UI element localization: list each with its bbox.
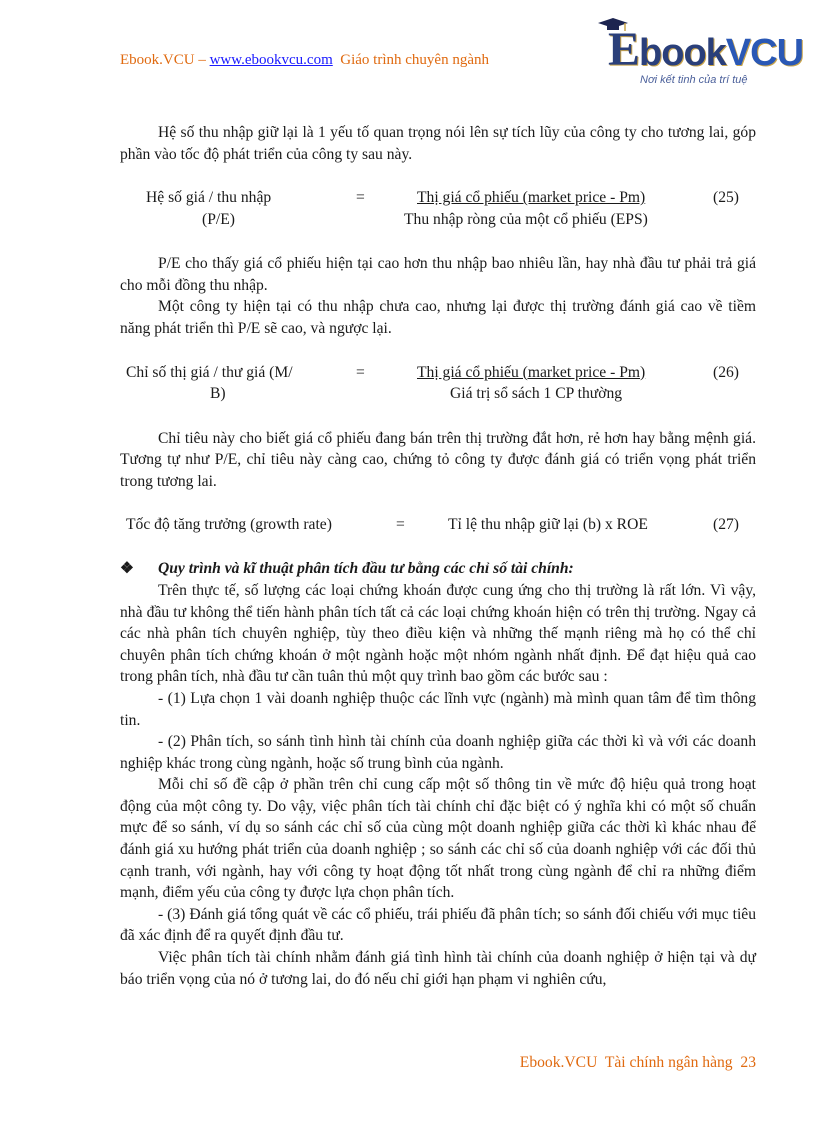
- diamond-bullet-icon: ❖: [120, 560, 134, 578]
- paragraph-step-3: - (3) Đánh giá tổng quát về các cổ phiếu, trái phiếu đã phân tích; so sánh đối chiếu với mục tiêu đã xác định để ra quyết định đầu tư.: [120, 905, 756, 945]
- formula-26-denominator: Giá trị sổ sách 1 CP thường: [450, 385, 623, 403]
- header-dash: –: [198, 52, 206, 68]
- formula-25-left-line1: Hệ số giá / thu nhập: [146, 189, 272, 207]
- formula-25: [120, 187, 756, 231]
- formula-25-numerator: Thị giá cổ phiếu (market price - Pm): [417, 189, 646, 207]
- paragraph-pe-meaning: P/E cho thấy giá cổ phiếu hiện tại cao hơn thu nhập bao nhiêu lần, hay nhà đầu tư phải trả giá cho mỗi đồng thu nhập.: [120, 255, 756, 294]
- formula-25-number: (25): [713, 189, 739, 207]
- formula-26-equals: =: [356, 363, 365, 381]
- paragraph-step-1: - (1) Lựa chọn 1 vài doanh nghiệp thuộc các lĩnh vực (ngành) mà mình quan tâm để tìm thông tin.: [120, 689, 756, 729]
- paragraph-mb-meaning: Chỉ tiêu này cho biết giá cổ phiếu đang bán trên thị trường đắt hơn, rẻ hơn hay bằng mệnh giá. Tương tự như P/E, chỉ tiêu này càng cao, chứng tỏ công ty được đánh giá có triển vọng phát triển trong tương lai.: [120, 429, 756, 490]
- formula-26-left-line2: B): [210, 385, 226, 403]
- paragraph-process-intro: Trên thực tế, số lượng các loại chứng khoán được cung ứng cho thị trường là rất lớn. Vì vậy, nhà đầu tư không thể tiến hành phân tích tất cả các loại chứng khoán hiện có trên thị trường. Ngay cả các nhà phân tích chuyên nghiệp, tùy theo điều kiện và những thế mạnh riêng mà họ có thể chỉ chuyên phân tích chứng khoán ở một ngành hoặc một nhóm ngành nhất định. Để đạt hiệu quả cao trong phân tích, nhà đầu tư cần tuân thủ một quy trình bao gồm các bước sau :: [120, 581, 756, 686]
- formula-25-denominator: Thu nhập ròng của một cổ phiếu (EPS): [404, 210, 648, 228]
- formula-26-number: (26): [713, 363, 739, 381]
- formula-26: [120, 362, 756, 406]
- footer-section: Tài chính ngân hàng: [604, 1054, 733, 1071]
- section-heading-text: Quy trình và kĩ thuật phân tích đầu tư bằng các chỉ số tài chính:: [158, 560, 574, 578]
- paragraph-financial-analysis: Việc phân tích tài chính nhằm đánh giá tình hình tài chính của doanh nghiệp ở hiện tại và dự báo triển vọng của nó ở tương lai, do đó nếu chỉ giới hạn phạm vi nghiên cứu,: [120, 949, 756, 988]
- logo-vcu: VCU: [725, 32, 804, 74]
- formula-26-left-line1: Chỉ số thị giá / thư giá (M/: [126, 363, 293, 381]
- page-footer: [520, 1054, 756, 1072]
- ebook-vcu-logo: [596, 18, 804, 92]
- formula-26-numerator: Thị giá cổ phiếu (market price - Pm): [417, 363, 646, 381]
- header-brand: Ebook.VCU: [120, 52, 195, 68]
- page-header: [120, 52, 489, 69]
- paragraph-pe-growth: Một công ty hiện tại có thu nhập chưa cao, nhưng lại được thị trường đánh giá cao về tiềm năng phát triển thì P/E sẽ cao, và ngược lại.: [120, 298, 756, 337]
- paragraph-step-2: - (2) Phân tích, so sánh tình hình tài chính của doanh nghiệp giữa các thời kì và với các doanh nghiệp khác trong cùng ngành, hoặc số trung bình của ngành.: [120, 733, 756, 772]
- logo-tagline: Nơi kết tinh của trí tuệ: [640, 74, 748, 86]
- formula-25-equals: =: [356, 189, 365, 207]
- formula-27: [120, 514, 756, 536]
- logo-book: book: [639, 32, 726, 74]
- paragraph-retention-ratio: Hệ số thu nhập giữ lại là 1 yếu tố quan trọng nói lên sự tích lũy của công ty cho tương lai, góp phần vào tốc độ phát triển của công ty sau này.: [120, 124, 756, 163]
- page-number: 23: [740, 1054, 756, 1071]
- formula-27-number: (27): [713, 516, 739, 534]
- formula-27-left: Tốc độ tăng trưởng (growth rate): [126, 516, 332, 534]
- footer-brand: Ebook.VCU: [519, 1054, 598, 1071]
- header-url-link[interactable]: www.ebookvcu.com: [209, 52, 333, 68]
- section-heading: [120, 558, 756, 580]
- paragraph-benchmark: Mỗi chỉ số đề cập ở phần trên chỉ cung cấp một số thông tin về mức độ hiệu quả trong hoạt động của một công ty. Do vậy, việc phân tích tài chính chỉ đặc biệt có ý nghĩa khi có một số chuẩn mực để so sánh, ví dụ so sánh các chỉ số của cùng một doanh nghiệp giữa các thời kì khác nhau để đánh giá xu hướng phát triển của doanh nghiệp ; so sánh các chỉ số của doanh nghiệp với các đối thủ cạnh tranh, với ngành, hay với công ty hoạt động tốt nhất trong cùng ngành để chỉ ra những điểm mạnh, điểm yếu của công ty được lựa chọn phân tích.: [120, 776, 756, 902]
- formula-27-right: Tỉ lệ thu nhập giữ lại (b) x ROE: [448, 516, 648, 534]
- formula-27-equals: =: [396, 516, 405, 534]
- logo-letter-e: E: [608, 23, 640, 76]
- page-content: [120, 122, 756, 990]
- formula-25-left-line2: (P/E): [202, 210, 235, 228]
- logo-wordmark: [608, 22, 803, 77]
- header-subtitle: Giáo trình chuyên ngành: [340, 52, 489, 68]
